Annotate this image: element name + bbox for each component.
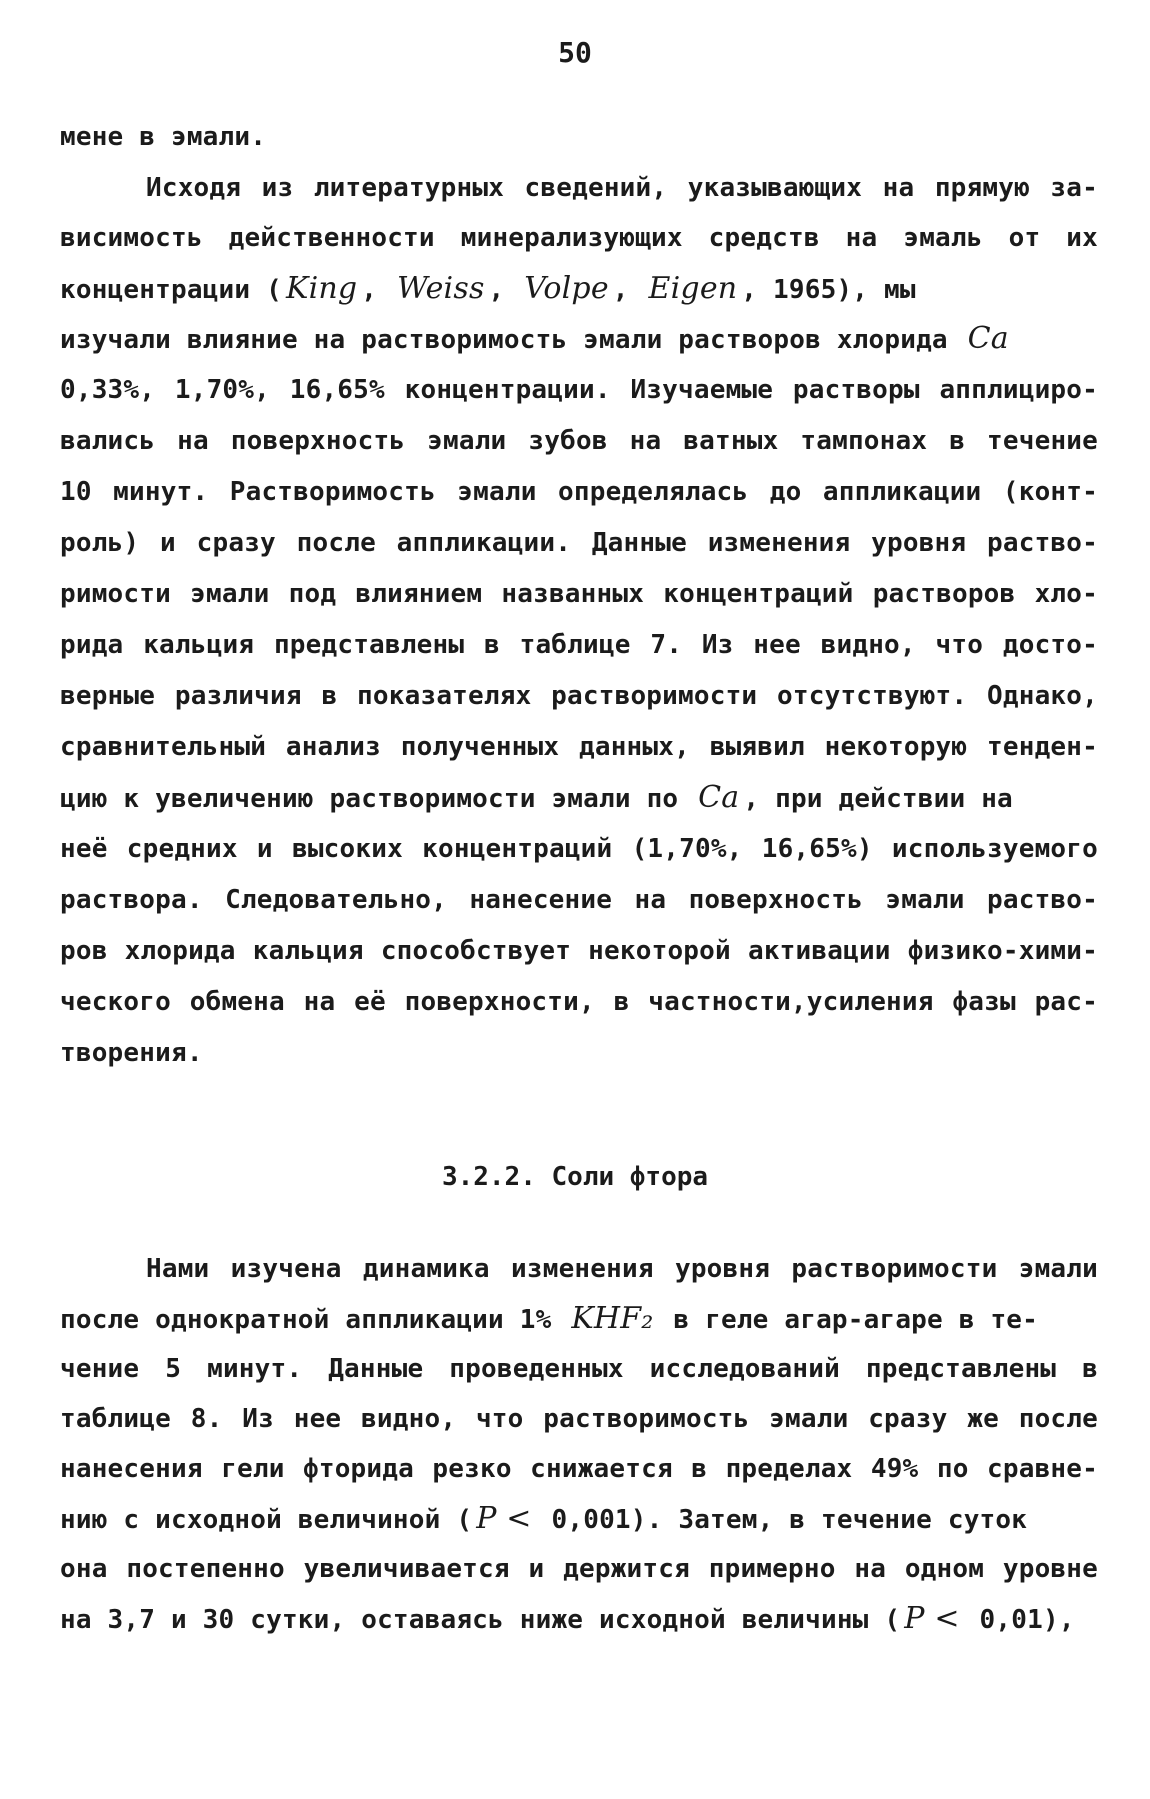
text-line — [60, 773, 1098, 824]
text-line: висимость действенности минерализующих средств на эмаль от их — [60, 223, 1098, 253]
text-segment: на 3,7 и 30 сутки, оставаясь ниже исходной величины ( — [60, 1605, 901, 1635]
text-line: чение 5 минут. Данные проведенных исследований представлены в — [60, 1354, 1098, 1384]
handwritten-symbol: Ca — [967, 321, 1009, 356]
handwritten-formula: KHF₂ — [571, 1301, 654, 1336]
text-line: ческого обмена на её поверхности, в частности,усиления фазы рас- — [60, 987, 1098, 1017]
text-segment: в геле агар-агаре в те- — [657, 1305, 1039, 1335]
handwritten-p-symbol: P < — [476, 1501, 532, 1536]
text-line: рида кальция представлены в таблице 7. Из нее видно, что досто- — [60, 630, 1098, 660]
text-segment: 0,01), — [963, 1605, 1075, 1635]
text-line: творения. — [60, 1038, 203, 1068]
section-heading: 3.2.2. Соли фтора — [441, 1162, 709, 1192]
handwritten-symbol: Ca — [698, 780, 740, 815]
text-segment: , 1965), мы — [741, 275, 916, 305]
text-line: Исходя из литературных сведений, указывающих на прямую за- — [146, 173, 1098, 203]
text-segment: нию с исходной величиной ( — [60, 1505, 473, 1535]
text-segment: цию к увеличению растворимости эмали по — [60, 784, 695, 814]
text-line: римости эмали под влиянием названных концентраций растворов хло- — [60, 579, 1098, 609]
page-number: 50 — [558, 36, 592, 69]
text-line: 0,33%, 1,70%, 16,65% концентрации. Изучаемые растворы апплициро- — [60, 375, 1098, 405]
handwritten-author: King — [285, 271, 358, 306]
text-line: 10 минут. Растворимость эмали определялась до аппликации (конт- — [60, 477, 1098, 507]
text-line: неё средних и высоких концентраций (1,70%, 16,65%) используемого — [60, 834, 1098, 864]
text-line: ров хлорида кальция способствует некоторой активации физико-хими- — [60, 936, 1098, 966]
text-line: роль) и сразу после аппликации. Данные изменения уровня раство- — [60, 528, 1098, 558]
text-line — [60, 314, 1098, 365]
text-line: нанесения гели фторида резко снижается в пределах 49% по сравне- — [60, 1454, 1098, 1484]
handwritten-p-symbol: P < — [904, 1601, 960, 1636]
text-segment: после однократной аппликации 1% — [60, 1305, 568, 1335]
text-line: концентрации ( King , Weiss , Volpe , Eigen , 1965), мы — [60, 264, 1098, 315]
handwritten-author: Weiss — [397, 271, 485, 306]
text-line: мене в эмали. — [60, 122, 267, 152]
text-line: раствора. Следовательно, нанесение на поверхность эмали раство- — [60, 885, 1098, 915]
text-segment: концентрации ( — [60, 275, 282, 305]
text-line: верные различия в показателях растворимости отсутствуют. Однако, — [60, 681, 1098, 711]
text-line: она постепенно увеличивается и держится примерно на одном уровне — [60, 1554, 1098, 1584]
text-line: вались на поверхность эмали зубов на ватных тампонах в течение — [60, 426, 1098, 456]
text-line: сравнительный анализ полученных данных, выявил некоторую тенден- — [60, 732, 1098, 762]
text-line — [60, 1594, 1098, 1645]
text-segment: изучали влияние на растворимость эмали растворов хлорида — [60, 325, 964, 355]
text-segment: , при действии на — [743, 784, 1013, 814]
text-line: Нами изучена динамика изменения уровня растворимости эмали — [146, 1254, 1098, 1284]
handwritten-author: Volpe — [524, 271, 609, 306]
text-line: таблице 8. Из нее видно, что растворимость эмали сразу же после — [60, 1404, 1098, 1434]
text-line — [60, 1294, 1098, 1345]
text-line — [60, 1494, 1098, 1545]
text-segment: 0,001). Затем, в течение суток — [535, 1505, 1028, 1535]
handwritten-author: Eigen — [648, 271, 738, 306]
